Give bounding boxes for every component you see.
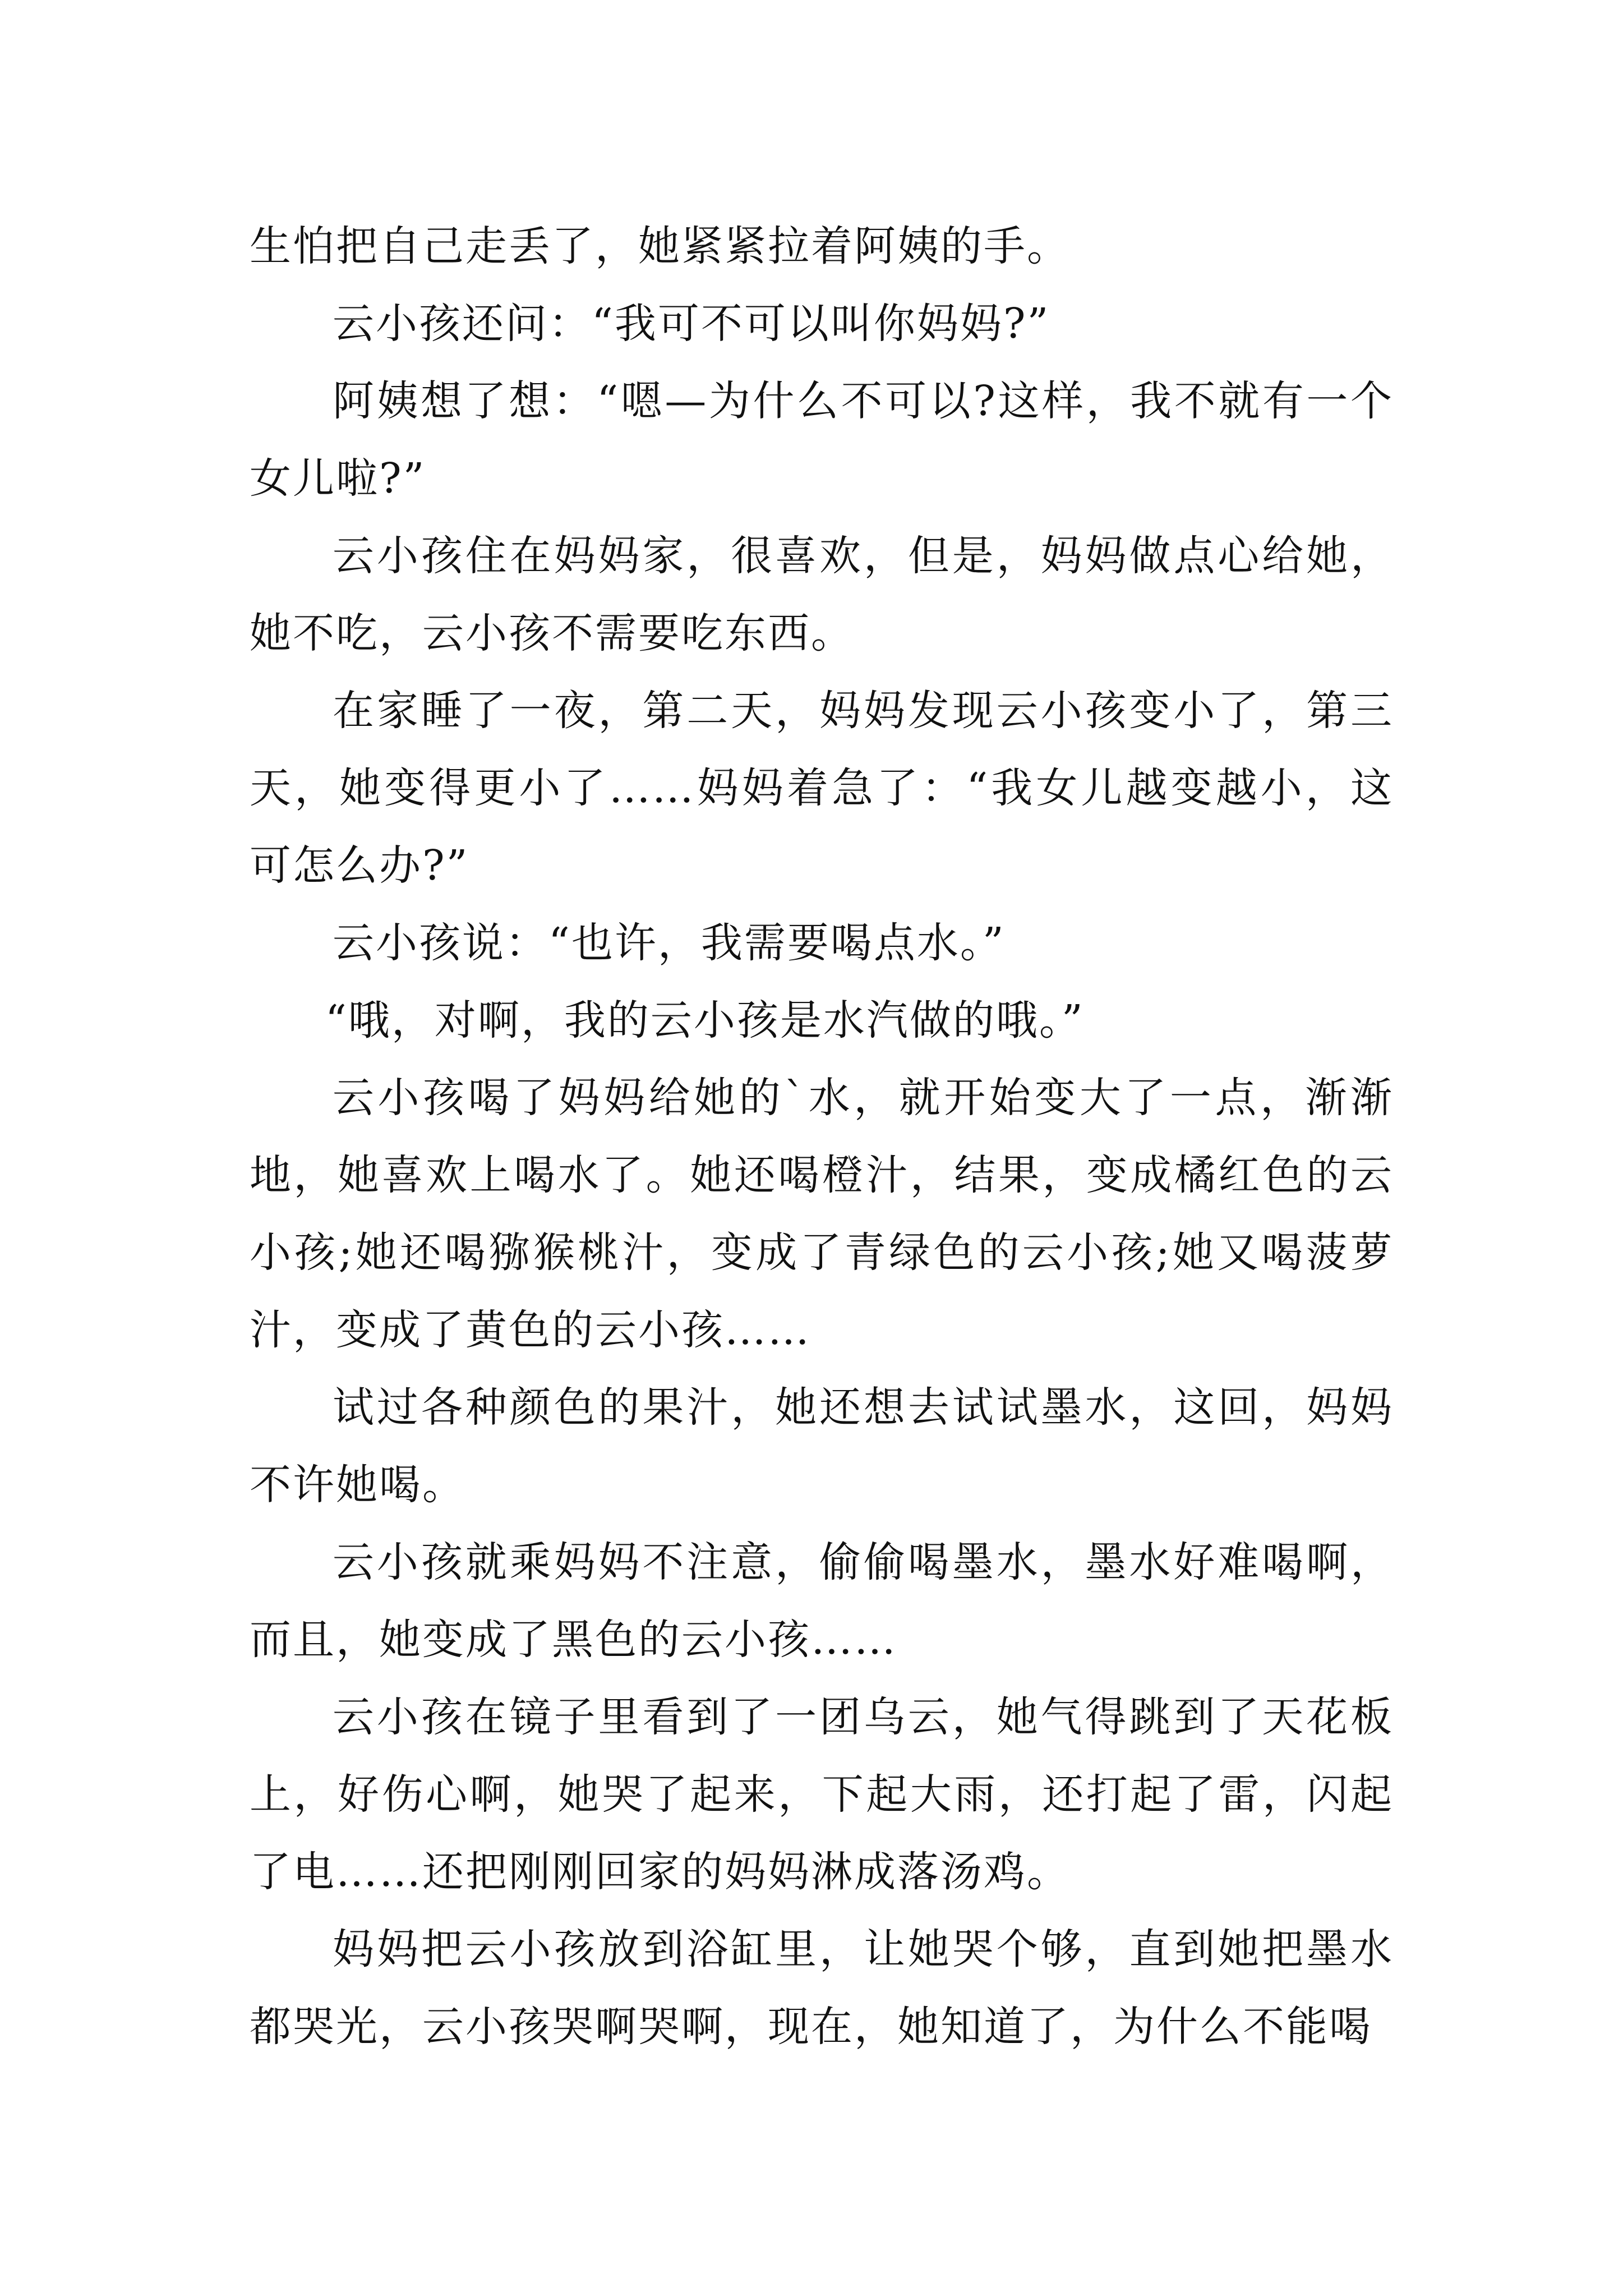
paragraph: 云小孩说：“也许，我需要喝点水。” [333, 919, 1006, 967]
paragraph: 在家睡了一夜，第二天，妈妈发现云小孩变小了，第三天，她变得更小了……妈妈着急了：“我女儿越变越小，这可怎么办?” [250, 687, 1394, 890]
story-text [250, 208, 1394, 2065]
paragraph: 云小孩喝了妈妈给她的`水，就开始变大了一点，渐渐地，她喜欢上喝水了。她还喝橙汁，结果，变成橘红色的云小孩;她还喝猕猴桃汁，变成了青绿色的云小孩;她又喝菠萝汁，变成了黄色的云小孩…… [250, 1074, 1394, 1354]
paragraph: “哦，对啊，我的云小孩是水汽做的哦。” [325, 996, 1085, 1045]
paragraph: 妈妈把云小孩放到浴缸里，让她哭个够，直到她把墨水都哭光，云小孩哭啊哭啊，现在，她知道了，为什么不能喝 [250, 1925, 1394, 2051]
paragraph: 云小孩还问：“我可不可以叫你妈妈?” [333, 300, 1050, 348]
paragraph: 阿姨想了想：“嗯—为什么不可以?这样，我不就有一个女儿啦?” [250, 377, 1394, 503]
paragraph: 云小孩住在妈妈家，很喜欢，但是，妈妈做点心给她，她不吃，云小孩不需要吃东西。 [250, 532, 1394, 657]
paragraph: 试过各种颜色的果汁，她还想去试试墨水，这回，妈妈不许她喝。 [250, 1383, 1394, 1509]
paragraph: 云小孩就乘妈妈不注意，偷偷喝墨水，墨水好难喝啊，而且，她变成了黑色的云小孩…… [250, 1538, 1394, 1664]
paragraph: 生怕把自己走丢了，她紧紧拉着阿姨的手。 [250, 222, 1070, 270]
paragraph: 云小孩在镜子里看到了一团乌云，她气得跳到了天花板上，好伤心啊，她哭了起来，下起大雨，还打起了雷，闪起了电……还把刚刚回家的妈妈淋成落汤鸡。 [250, 1693, 1394, 1896]
